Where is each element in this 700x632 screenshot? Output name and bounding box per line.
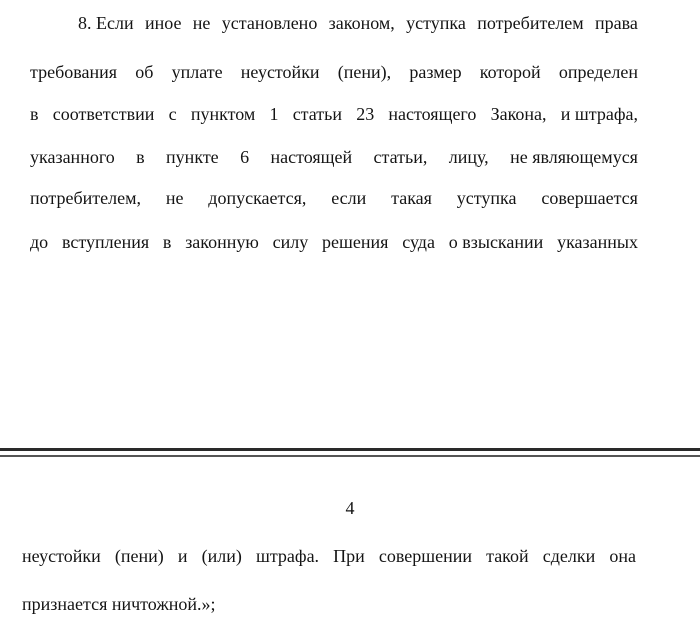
word: 8. Если	[78, 13, 134, 33]
word: в	[162, 232, 172, 252]
word: такой	[486, 546, 529, 566]
word: об	[135, 62, 154, 82]
word: При	[333, 546, 365, 566]
word: (или)	[201, 546, 242, 566]
word: иное	[144, 13, 182, 33]
word: установлено	[221, 13, 318, 33]
word: неустойки	[22, 546, 101, 566]
word: штрафа.	[255, 546, 320, 566]
page-break-line-thin	[0, 455, 700, 457]
word: вступления	[61, 232, 150, 252]
word: 6	[240, 147, 250, 167]
word: (пени),	[337, 62, 392, 82]
word: 1	[269, 104, 279, 124]
paragraph-line-6	[30, 231, 638, 253]
word: уплате	[171, 62, 223, 82]
word: Закона,	[490, 104, 547, 124]
word: суда	[402, 232, 435, 252]
word: в	[30, 104, 39, 124]
word: статьи,	[373, 147, 428, 167]
word: уступка	[456, 188, 517, 208]
word: (пени)	[114, 546, 164, 566]
paragraph-line-1	[78, 12, 638, 34]
page-number: 4	[345, 498, 355, 518]
paragraph-line-8	[22, 593, 216, 615]
word: такая	[391, 188, 432, 208]
word: законом,	[328, 13, 395, 33]
word: до	[30, 232, 49, 252]
word: статьи	[292, 104, 342, 124]
word: не	[165, 188, 184, 208]
word: совершении	[378, 546, 473, 566]
word: силу	[272, 232, 309, 252]
word: допускается,	[208, 188, 307, 208]
word: с	[168, 104, 177, 124]
word: указанного	[30, 147, 115, 167]
word: о взыскании	[448, 232, 544, 252]
word: права	[595, 13, 638, 33]
word: решения	[322, 232, 389, 252]
word: совершается	[541, 188, 638, 208]
word: пунктом	[190, 104, 256, 124]
word: неустойки	[240, 62, 320, 82]
word: размер	[409, 62, 462, 82]
word: не являющемуся	[510, 147, 638, 167]
word: потребителем,	[30, 188, 141, 208]
paragraph-line-5	[30, 187, 638, 209]
word: которой	[479, 62, 541, 82]
paragraph-line-7	[22, 545, 636, 567]
word: сделки	[542, 546, 596, 566]
word: в	[136, 147, 145, 167]
word: и	[177, 546, 188, 566]
word: указанных	[557, 232, 638, 252]
word: соответствии	[52, 104, 155, 124]
word: 23	[356, 104, 375, 124]
word: требования	[30, 62, 118, 82]
word: и штрафа,	[560, 104, 638, 124]
page-break-line-thick	[0, 448, 700, 451]
word: пункте	[166, 147, 219, 167]
word: она	[609, 546, 636, 566]
word: уступка	[406, 13, 466, 33]
word: настоящего	[388, 104, 477, 124]
paragraph-line-3	[30, 103, 638, 125]
paragraph-line-4	[30, 146, 638, 168]
word: если	[331, 188, 367, 208]
word: настоящей	[270, 147, 353, 167]
word: признается ничтожной.»;	[22, 594, 216, 614]
word: законную	[185, 232, 259, 252]
word: лицу,	[448, 147, 489, 167]
paragraph-line-2	[30, 61, 638, 83]
word: потребителем	[477, 13, 584, 33]
word: не	[192, 13, 211, 33]
word: определен	[558, 62, 638, 82]
